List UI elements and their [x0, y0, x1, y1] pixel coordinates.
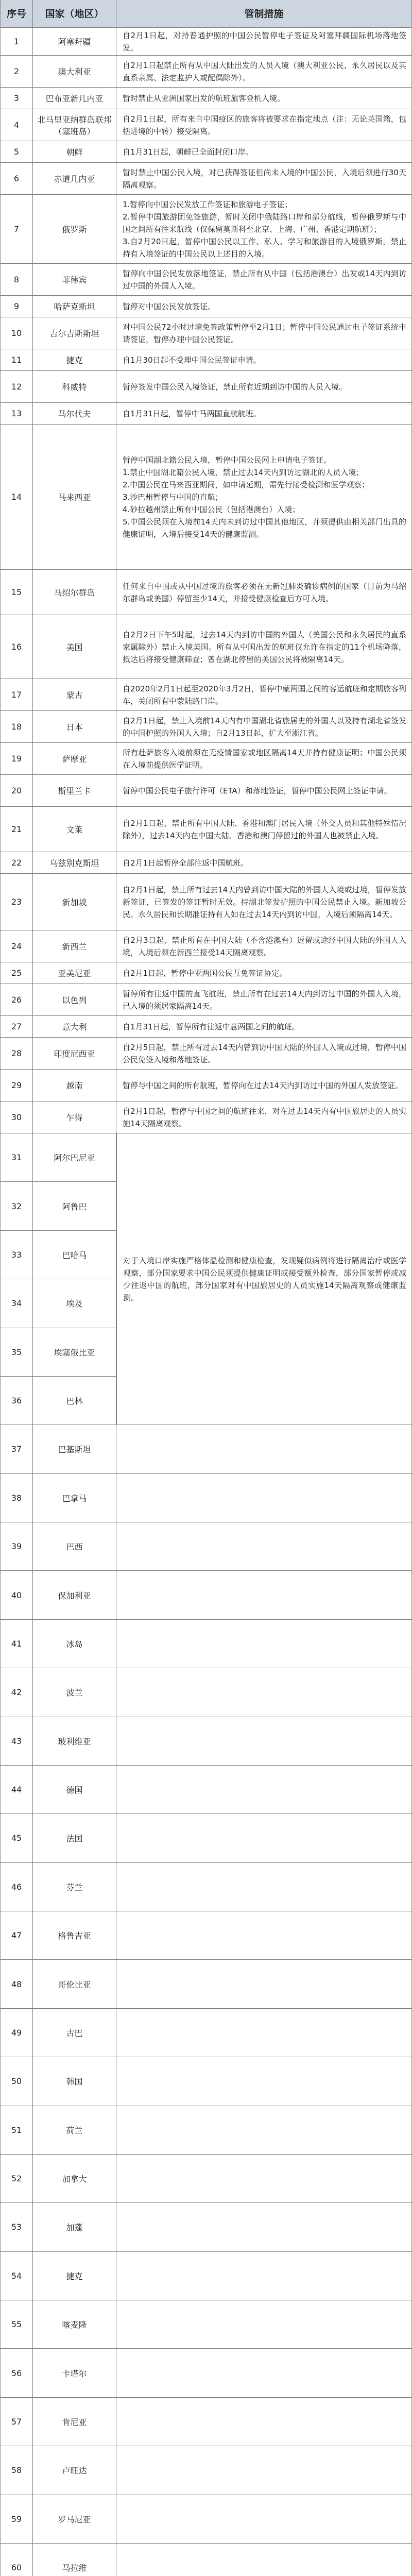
row-number: 54: [1, 2252, 33, 2300]
table-row: [1, 1620, 411, 1668]
row-number: 60: [1, 2544, 33, 2576]
row-measure: 暂时禁止中国公民入境，对已获得签证但尚未入境的中国公民，入境后须进行30天隔离观察。: [123, 167, 406, 190]
row-country: 赤道几内亚: [33, 163, 116, 194]
row-country: 阿尔巴尼亚: [33, 1133, 116, 1181]
row-country: 朝鲜: [33, 141, 116, 162]
row-number: 12: [1, 371, 33, 402]
row-number: 23: [1, 874, 33, 930]
table-row: [1, 1960, 411, 2008]
row-country: 马尔代夫: [33, 403, 116, 424]
table-row: [1, 874, 411, 930]
table-row: [1, 1038, 411, 1070]
header-num: 序号: [1, 0, 33, 28]
table-row: [1, 2009, 411, 2057]
table-row: [1, 2106, 411, 2155]
row-measure: 暂停签发中国公民入境签证，禁止所有近期到访中国的人员入境。: [123, 382, 347, 392]
table-row: [1, 264, 411, 296]
table-row: [1, 296, 411, 317]
row-country: 越南: [33, 1070, 116, 1101]
row-number: 40: [1, 1571, 33, 1619]
row-country: 冰岛: [33, 1620, 116, 1668]
row-number: 38: [1, 1474, 33, 1522]
row-country: 巴哈马: [33, 1231, 116, 1279]
table-row: [1, 807, 411, 852]
table-row: [1, 1863, 411, 1911]
row-measure: 暂停中国湖北籍公民入境，暂停中国公民网上申请电子签证。 1.禁止中国湖北籍公民入境，禁止过去14天内到访过湖北的人员入境； 2.中国公民在马来西亚期间，如申请延期，需先行接受检测和医学观察； 3.沙巴州暂停与中国的直航； 4.砂拉越州禁止所有中国公民（包括港澳台）入境； 5.中国公民须在入境前14天内未到访过中国其他地区，并须提供由相关部门出具的健康证明，入境后接受14天的健康监测。: [123, 455, 406, 539]
row-number: 1: [1, 28, 33, 55]
row-number: 32: [1, 1182, 33, 1230]
row-measure: 自1月31日起，朝鲜已全面封闭口岸。: [123, 147, 253, 157]
row-country: 玻利维亚: [33, 1717, 116, 1765]
row-number: 30: [1, 1101, 33, 1133]
row-measure: 自1月30日起不受理中国公民签证申请。: [123, 355, 261, 365]
row-number: 56: [1, 2349, 33, 2397]
row-country: 新西兰: [33, 930, 116, 962]
table-row: [1, 2155, 411, 2203]
row-number: 43: [1, 1717, 33, 1765]
row-country: 吉尔吉斯斯坦: [33, 317, 116, 349]
row-measure: 自2月2日下午5时起，过去14天内到访中国的外国人（美国公民和永久居民的直系家属除外）禁止入境美国。所有从中国出发的航班仅允许在指定的11个机场降落，抵达后将接受健康筛查；曾在湖北停留的美国公民将被隔离14天。: [123, 630, 406, 664]
row-number: 27: [1, 1016, 33, 1037]
table-row: [1, 615, 411, 679]
row-number: 52: [1, 2155, 33, 2202]
row-country: 荷兰: [33, 2106, 116, 2154]
row-number: 22: [1, 852, 33, 873]
header-measure: 管制措施: [244, 8, 284, 20]
row-number: 13: [1, 403, 33, 424]
row-country: 乍得: [33, 1101, 116, 1133]
row-measure: 自2月1日起暂停全部往返中国航班。: [123, 858, 249, 868]
table-row: [1, 2252, 411, 2300]
row-country: 哥伦比亚: [33, 1960, 116, 2008]
table-row: [1, 2203, 411, 2251]
table-row: [1, 743, 411, 775]
row-measure: 暂停向中国公民发放落地签证，禁止所有从中国（包括港澳台）出发或14天内到访过中国的外国人入境。: [123, 268, 406, 291]
row-country: 巴基斯坦: [33, 1425, 116, 1473]
table-row: [1, 56, 411, 88]
row-number: 35: [1, 1328, 33, 1376]
row-number: 34: [1, 1279, 33, 1327]
table-row: [1, 317, 411, 349]
row-measure: 所有赴萨旅客入境前须在无疫情国家或地区隔离14天并持有健康证明；中国公民须在入境前提供医学证明。: [123, 748, 406, 770]
row-number: 18: [1, 711, 33, 742]
row-measure: 自1月31日起，暂停所有往返中意两国之间的航班。: [123, 1022, 300, 1031]
row-number: 5: [1, 141, 33, 162]
table-row: [1, 1133, 411, 1182]
row-country: 保加利亚: [33, 1571, 116, 1619]
row-number: 41: [1, 1620, 33, 1668]
row-country: 喀麦隆: [33, 2300, 116, 2348]
table-row: [1, 1182, 411, 1230]
table-row: [1, 1522, 411, 1571]
row-country: 亚美尼亚: [33, 962, 116, 984]
row-country: 韩国: [33, 2057, 116, 2105]
row-country: 蒙古: [33, 679, 116, 710]
row-country: 乌兹别克斯坦: [33, 852, 116, 873]
row-country: 卢旺达: [33, 2446, 116, 2494]
row-country: 马拉维: [33, 2544, 116, 2576]
row-number: 10: [1, 317, 33, 349]
table-row: [1, 2349, 411, 2397]
row-number: 14: [1, 425, 33, 569]
row-measure: 暂停与中国之间的所有航班，暂停向在过去14天内到访过中国的外国人发放签证。: [123, 1080, 403, 1090]
table-row: [1, 930, 411, 962]
table-row: [1, 2544, 411, 2576]
table-row: [1, 2057, 411, 2106]
row-measure: 暂停中国公民电子旅行许可（ETA）和落地签证，暂停中国公民网上签证申请。: [123, 786, 392, 795]
row-country: 马来西亚: [33, 425, 116, 569]
table-row: [1, 195, 411, 264]
table-row: [1, 141, 411, 163]
row-number: 46: [1, 1863, 33, 1911]
row-number: 57: [1, 2398, 33, 2446]
row-country: 意大利: [33, 1016, 116, 1037]
table-row: [1, 1668, 411, 1717]
row-number: 39: [1, 1522, 33, 1570]
table-row: [1, 2446, 411, 2495]
row-measure: 自2月1日起，禁止所有过去14天内曾到访中国大陆的外国人入境或过境，暂停发放新签证，已签发的签证暂时无效。持湖北签发护照的中国公民禁止入境。新加坡公民、永久居民和长期准证持有人如在过去14天内到访中国，入境后须隔离14天。: [123, 885, 406, 919]
table-row: [1, 2300, 411, 2349]
row-number: 17: [1, 679, 33, 710]
row-number: 4: [1, 109, 33, 141]
merged-measure-text: 对于入境口岸实施严格体温检测和健康检查，发现疑似病例将进行隔离治疗或医学观察，部分国家要求中国公民须提供健康证明或接受额外检查，部分国家暂停或减少往返中国的航班，部分国家对有中国旅居史的人员实施14天隔离观察或健康监测。: [116, 1133, 411, 1425]
table-row: [1, 711, 411, 743]
row-country: 巴林: [33, 1377, 116, 1425]
row-country: 阿塞拜疆: [33, 28, 116, 55]
row-measure: 自2月3日起，禁止所有在中国大陆（不含港澳台）逗留或途经中国大陆的外国人入境，入境后须在新西兰接受14天隔离观察。: [123, 935, 406, 957]
row-number: 44: [1, 1766, 33, 1814]
table-row: [1, 1016, 411, 1038]
row-country: 马绍尔群岛: [33, 570, 116, 615]
row-number: 50: [1, 2057, 33, 2105]
row-country: 哈萨克斯坦: [33, 296, 116, 317]
table-row: [1, 775, 411, 807]
table-row: [1, 163, 411, 195]
row-country: 萨摩亚: [33, 743, 116, 774]
row-number: 29: [1, 1070, 33, 1101]
row-country: 巴西: [33, 1522, 116, 1570]
row-number: 58: [1, 2446, 33, 2494]
row-measure: 暂停所有往返中国的直飞航班，禁止所有在过去14天内到访过中国的外国人入境，已入境的须居家隔离14天。: [123, 989, 406, 1011]
row-number: 48: [1, 1960, 33, 2008]
table-row: [1, 1231, 411, 1279]
table-row: [1, 852, 411, 874]
row-country: 加拿大: [33, 2155, 116, 2202]
table-row: [1, 570, 411, 615]
row-country: 俄罗斯: [33, 195, 116, 263]
row-number: 59: [1, 2495, 33, 2543]
row-number: 51: [1, 2106, 33, 2154]
row-country: 卡塔尔: [33, 2349, 116, 2397]
row-measure: 暂时禁止从亚洲国家出发的航班旅客登机入境。: [123, 93, 285, 103]
row-number: 24: [1, 930, 33, 962]
row-measure: 自2月1日起，暂停中亚两国公民互免签证协定。: [123, 968, 287, 978]
row-number: 15: [1, 570, 33, 615]
row-measure: 自2月1日起禁止所有从中国大陆出发的人员入境（澳大利亚公民、永久居民以及其直系亲属、法定监护人或配偶除外）。: [123, 60, 406, 82]
row-number: 37: [1, 1425, 33, 1473]
row-number: 9: [1, 296, 33, 317]
row-measure: 自2月1日起，禁止所有中国大陆、香港和澳门居民入境（外交人员和其他特殊情况除外），过去14天内在中国大陆、香港和澳门停留过的外国人也被禁止入境。: [123, 818, 406, 840]
row-country: 罗马尼亚: [33, 2495, 116, 2543]
row-number: 49: [1, 2009, 33, 2057]
table-row: [1, 28, 411, 56]
row-measure: 自2月1日起，暂停与中国之间的航班往来，对在过去14天内有中国旅居史的人员实施14天隔离观察。: [123, 1106, 406, 1128]
table-row: [1, 1474, 411, 1522]
row-country: 印度尼西亚: [33, 1038, 116, 1069]
row-measure: 自2月1日起，所有来自中国疫区的旅客将被要求在指定地点（注：无论英国籍，包括进境的中转）接受隔离。: [123, 114, 406, 136]
row-country: 加蓬: [33, 2203, 116, 2251]
table-row: [1, 1279, 411, 1328]
row-country: 德国: [33, 1766, 116, 1814]
table-row: [1, 349, 411, 371]
table-row: [1, 2495, 411, 2544]
row-country: 以色列: [33, 984, 116, 1015]
table-header: [1, 0, 411, 28]
row-number: 6: [1, 163, 33, 194]
table-row: [1, 679, 411, 711]
row-measure: 任何来自中国或从中国过境的旅客必须在无新冠肺炎确诊病例的国家（目前为马绍尔群岛或美国）停留至少14天，并接受健康检查后方可入境。: [123, 581, 406, 603]
table-row: [1, 2398, 411, 2446]
row-country: 北马里亚纳群岛联邦（塞班岛）: [33, 109, 116, 141]
row-country: 肯尼亚: [33, 2398, 116, 2446]
row-number: 19: [1, 743, 33, 774]
row-country: 日本: [33, 711, 116, 742]
table-row: [1, 1070, 411, 1101]
row-number: 47: [1, 1911, 33, 1959]
table-row: [1, 1425, 411, 1473]
row-country: 巴布亚新几内亚: [33, 88, 116, 109]
row-measure: 自2月1日起，对持普通护照的中国公民暂停电子签证及阿塞拜疆国际机场落地签发。: [123, 30, 406, 53]
row-country: 古巴: [33, 2009, 116, 2057]
row-number: 55: [1, 2300, 33, 2348]
table-row: [1, 1328, 411, 1377]
row-number: 20: [1, 775, 33, 806]
table-row: [1, 962, 411, 984]
row-country: 巴拿马: [33, 1474, 116, 1522]
row-country: 波兰: [33, 1668, 116, 1716]
row-number: 2: [1, 56, 33, 87]
row-number: 36: [1, 1377, 33, 1425]
row-number: 21: [1, 807, 33, 852]
row-number: 45: [1, 1814, 33, 1862]
row-country: 新加坡: [33, 874, 116, 930]
row-number: 33: [1, 1231, 33, 1279]
row-number: 25: [1, 962, 33, 984]
row-measure: 自1月31日起，暂停中马两国直航航班。: [123, 409, 261, 418]
row-number: 11: [1, 349, 33, 370]
table-row: [1, 1101, 411, 1133]
row-number: 42: [1, 1668, 33, 1716]
row-country: 格鲁吉亚: [33, 1911, 116, 1959]
row-number: 16: [1, 615, 33, 679]
row-measure: 自2月1日起，禁止入境前14天内有中国湖北省旅居史的外国人以及持有湖北省签发的中国护照的外国人入境；自2月13日起，扩大至浙江省。: [123, 716, 406, 738]
table-row: [1, 1571, 411, 1619]
row-country: 菲律宾: [33, 264, 116, 295]
row-number: 8: [1, 264, 33, 295]
table-row: [1, 1814, 411, 1862]
table-row: [1, 371, 411, 403]
row-country: 埃塞俄比亚: [33, 1328, 116, 1376]
row-country: 斯里兰卡: [33, 775, 116, 806]
row-country: 文莱: [33, 807, 116, 852]
row-country: 美国: [33, 615, 116, 679]
table-row: [1, 1377, 411, 1425]
row-country: 阿鲁巴: [33, 1182, 116, 1230]
table-row: [1, 88, 411, 109]
row-country: 捷克: [33, 2252, 116, 2300]
row-measure: 对中国公民72小时过境免签政策暂停至2月1日；暂停中国公民通过电子签证系统申请签证，暂停办理中国公民签证。: [123, 322, 406, 344]
row-country: 澳大利亚: [33, 56, 116, 87]
row-country: 科威特: [33, 371, 116, 402]
row-measure: 暂停对中国公民发放签证。: [123, 301, 216, 311]
row-number: 7: [1, 195, 33, 263]
row-number: 31: [1, 1133, 33, 1181]
table-row: [1, 1766, 411, 1814]
row-country: 芬兰: [33, 1863, 116, 1911]
row-measure: 自2020年2月1日起至2020年3月2日，暂停中蒙两国之间的客运航班和定期旅客列车，关闭所有中蒙陆路口岸。: [123, 684, 406, 706]
row-measure: 自2月5日起，禁止所有过去14天内曾到访中国大陆的外国人入境或过境，暂停中国公民免签入境和落地签证。: [123, 1042, 406, 1064]
table-row: [1, 1911, 411, 1960]
table-row: [1, 984, 411, 1016]
table-row: [1, 403, 411, 425]
row-number: 3: [1, 88, 33, 109]
header-country: 国家（地区）: [33, 0, 116, 28]
row-country: 法国: [33, 1814, 116, 1862]
row-number: 28: [1, 1038, 33, 1069]
row-measure: 1.暂停向中国公民发放工作签证和旅游电子签证； 2.暂停中国旅游团免签旅游，暂时关闭中俄陆路口岸和部分航线，暂停俄罗斯与中国之间所有往来航线（仅保留莫斯科至北京、上海、广州、香港定期航班）； 3.自2月20日起，暂停中国公民以工作、私人、学习和旅游目的入境俄罗斯，禁止持有入境签证的中国公民以上述目的入境。: [123, 199, 406, 259]
table-row: [1, 1717, 411, 1766]
row-country: 捷克: [33, 349, 116, 370]
table-row: [1, 425, 411, 570]
table-row: [1, 109, 411, 141]
row-number: 53: [1, 2203, 33, 2251]
row-number: 26: [1, 984, 33, 1015]
row-country: 埃及: [33, 1279, 116, 1327]
